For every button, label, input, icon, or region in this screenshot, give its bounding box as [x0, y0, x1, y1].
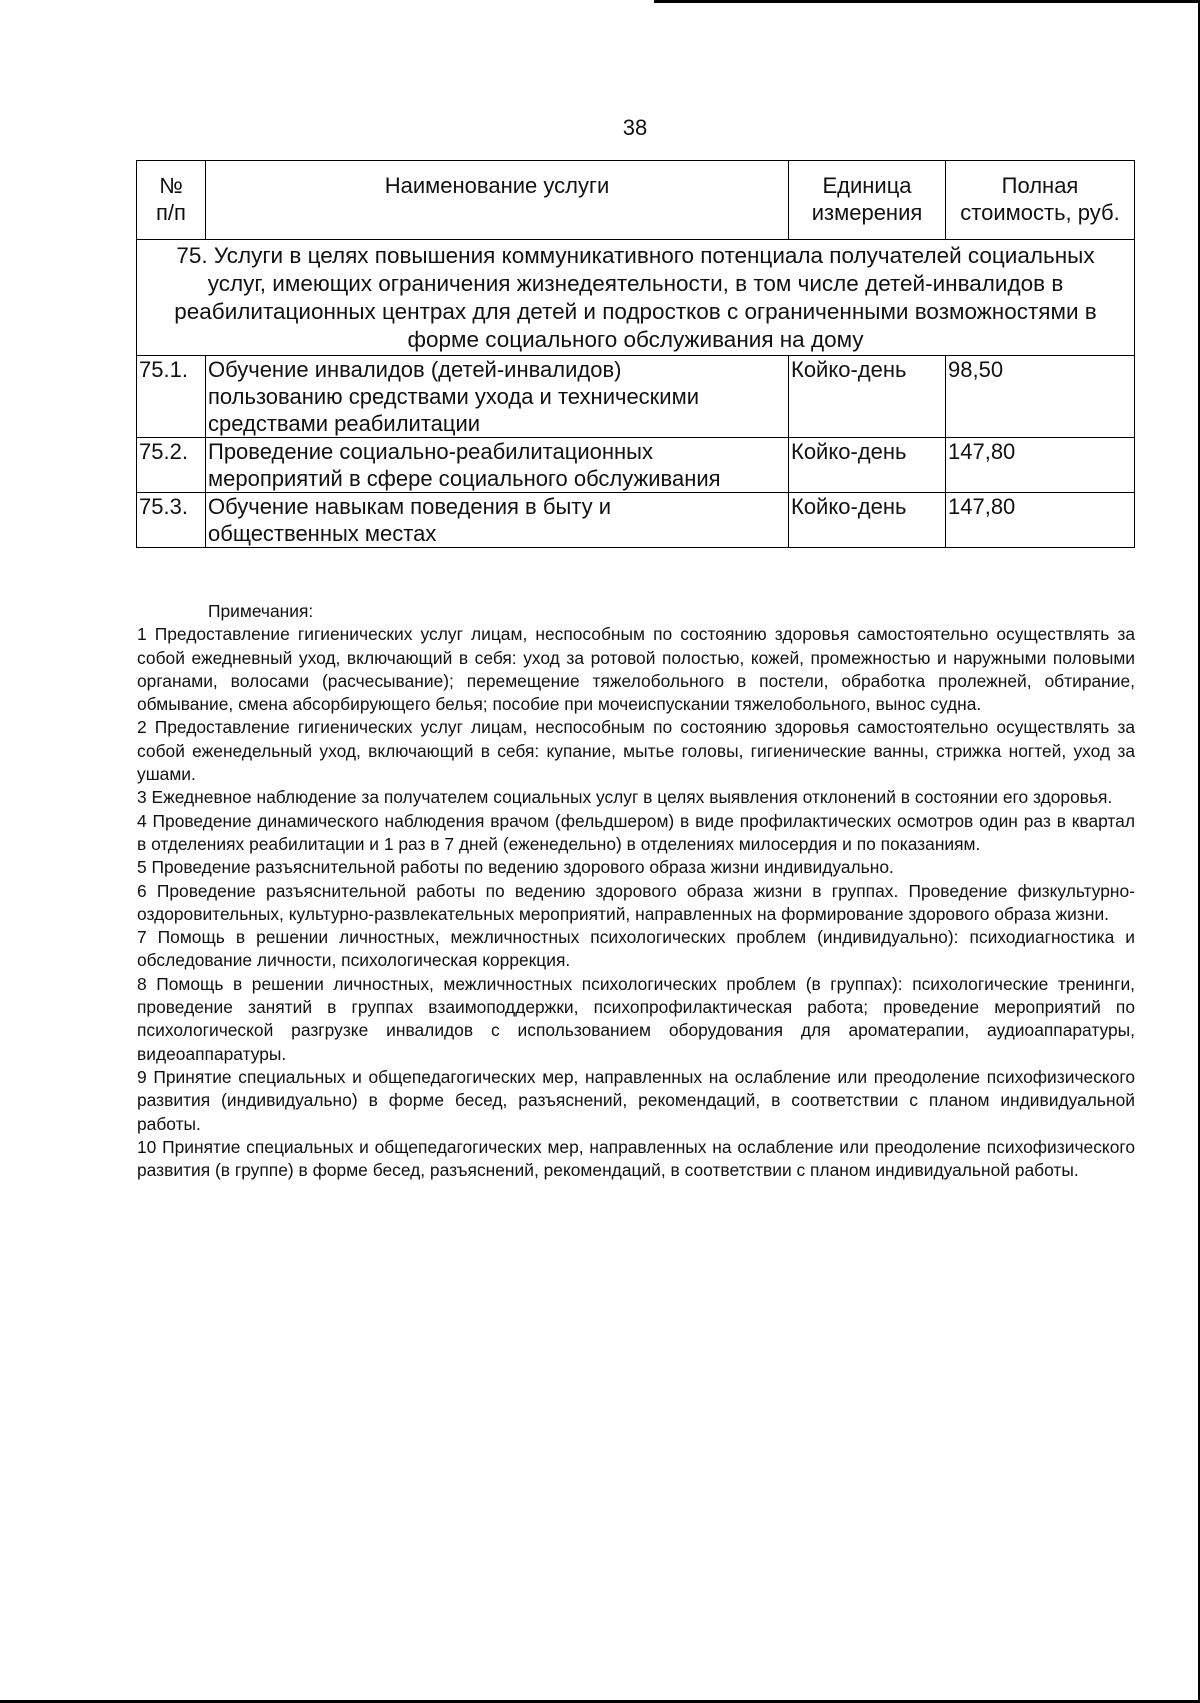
row-service-name: [206, 493, 789, 548]
note-item: 7 Помощь в решении личностных, межличностных психологических проблем (индивидуально): психодиагностика и обследование личности, психологическая коррекция.: [137, 927, 1135, 971]
header-cost-line2: стоимость, руб.: [960, 200, 1120, 225]
row-service-name-line: Обучение навыкам поведения в быту и: [208, 494, 611, 519]
scan-border-top: [654, 0, 1200, 3]
table-row: [137, 493, 1135, 548]
header-cost: [946, 161, 1135, 240]
row-service-name-line: средствами реабилитации: [208, 411, 481, 436]
table-header-row: [137, 161, 1135, 240]
header-service-name: Наименование услуги: [206, 161, 789, 240]
services-table: [136, 160, 1135, 548]
row-service-name: [206, 356, 789, 438]
row-number: 75.2.: [137, 438, 206, 493]
header-number-line1: №: [159, 173, 183, 198]
row-service-name-line: Обучение инвалидов (детей-инвалидов): [208, 357, 622, 382]
row-service-name-line: пользованию средствами ухода и техническими: [208, 384, 700, 409]
header-unit: [789, 161, 946, 240]
header-cost-line1: Полная: [1001, 173, 1079, 198]
note-item: 3 Ежедневное наблюдение за получателем социальных услуг в целях выявления отклонений в состоянии его здоровья.: [137, 787, 1113, 808]
row-number: 75.1.: [137, 356, 206, 438]
section-heading: [137, 240, 1135, 356]
section-heading-line1: 75. Услуги в целях повышения коммуникативного потенциала получателей социальных: [176, 243, 1095, 268]
row-cost: 98,50: [946, 356, 1135, 438]
table-row: [137, 438, 1135, 493]
row-unit: Койко-день: [789, 356, 946, 438]
header-unit-line1: Единица: [822, 173, 912, 198]
row-service-name-line: Проведение социально-реабилитационных: [208, 439, 653, 464]
note-item: 6 Проведение разъяснительной работы по ведению здорового образа жизни в группах. Проведение физкультурно-оздоровительных, культурно-развлекательных мероприятий, направленных на формирование здорового образа жизни.: [137, 880, 1135, 924]
row-unit: Койко-день: [789, 438, 946, 493]
note-item: 9 Принятие специальных и общепедагогических мер, направленных на ослабление или преодоление психофизического развития (индивидуально) в форме бесед, разъяснений, рекомендаций, в соответствии с планом индивидуальной работы.: [137, 1066, 1135, 1134]
notes-title: Примечания:: [208, 601, 314, 621]
row-service-name-line: мероприятий в сфере социального обслуживания: [208, 466, 721, 491]
section-heading-line2: услуг, имеющих ограничения жизнедеятельности, в том числе детей-инвалидов в: [207, 271, 1064, 296]
page-number: 38: [622, 115, 648, 140]
table-row: [137, 356, 1135, 438]
note-item: 2 Предоставление гигиенических услуг лицам, неспособным по состоянию здоровья самостоятельно осуществлять за собой еженедельный уход, включающий в себя: купание, мытье головы, гигиенические ванны, стрижка ногтей, уход за ушами.: [137, 717, 1135, 785]
note-item: 8 Помощь в решении личностных, межличностных психологических проблем (в группах): психологические тренинги, проведение занятий в группах взаимоподдержки, психопрофилактическая работа; проведение мероприятий по психологической разгрузке инвалидов с использованием оборудования для ароматерапии, аудиоаппаратуры, видеоаппаратуры.: [137, 973, 1135, 1064]
note-item: 10 Принятие специальных и общепедагогических мер, направленных на ослабление или преодоление психофизического развития (в группе) в форме бесед, разъяснений, рекомендаций, в соответствии с планом индивидуальной работы.: [137, 1136, 1135, 1181]
row-number: 75.3.: [137, 493, 206, 548]
row-cost: 147,80: [946, 493, 1135, 548]
header-number: [137, 161, 206, 240]
notes-section: [137, 600, 1135, 1182]
note-item: 5 Проведение разъяснительной работы по ведению здорового образа жизни индивидуально.: [137, 857, 894, 878]
note-item: 1 Предоставление гигиенических услуг лицам, неспособным по состоянию здоровья самостоятельно осуществлять за собой ежедневный уход, включающий в себя: уход за ротовой полостью, кожей, промежностью и наружными половыми органами, волосами (расчесывание); перемещение тяжелобольного в постели, обработка пролежней, обтирание, обмывание, смена абсорбирующего белья; пособие при мочеиспускании тяжелобольного, вынос судна.: [137, 624, 1135, 715]
header-unit-line2: измерения: [811, 200, 923, 225]
section-heading-line4: форме социального обслуживания на дому: [407, 327, 864, 352]
section-heading-row: [137, 240, 1135, 356]
row-service-name-line: общественных местах: [208, 521, 437, 546]
section-heading-line3: реабилитационных центрах для детей и подростков с ограниченными возможностями в: [174, 299, 1097, 324]
row-cost: 147,80: [946, 438, 1135, 493]
note-item: 4 Проведение динамического наблюдения врачом (фельдшером) в виде профилактических осмотров один раз в квартал в отделениях реабилитации и 1 раз в 7 дней (еженедельно) в отделениях милосердия и по показаниям.: [137, 810, 1135, 854]
row-unit: Койко-день: [789, 493, 946, 548]
row-service-name: [206, 438, 789, 493]
header-number-line2: п/п: [156, 200, 186, 225]
